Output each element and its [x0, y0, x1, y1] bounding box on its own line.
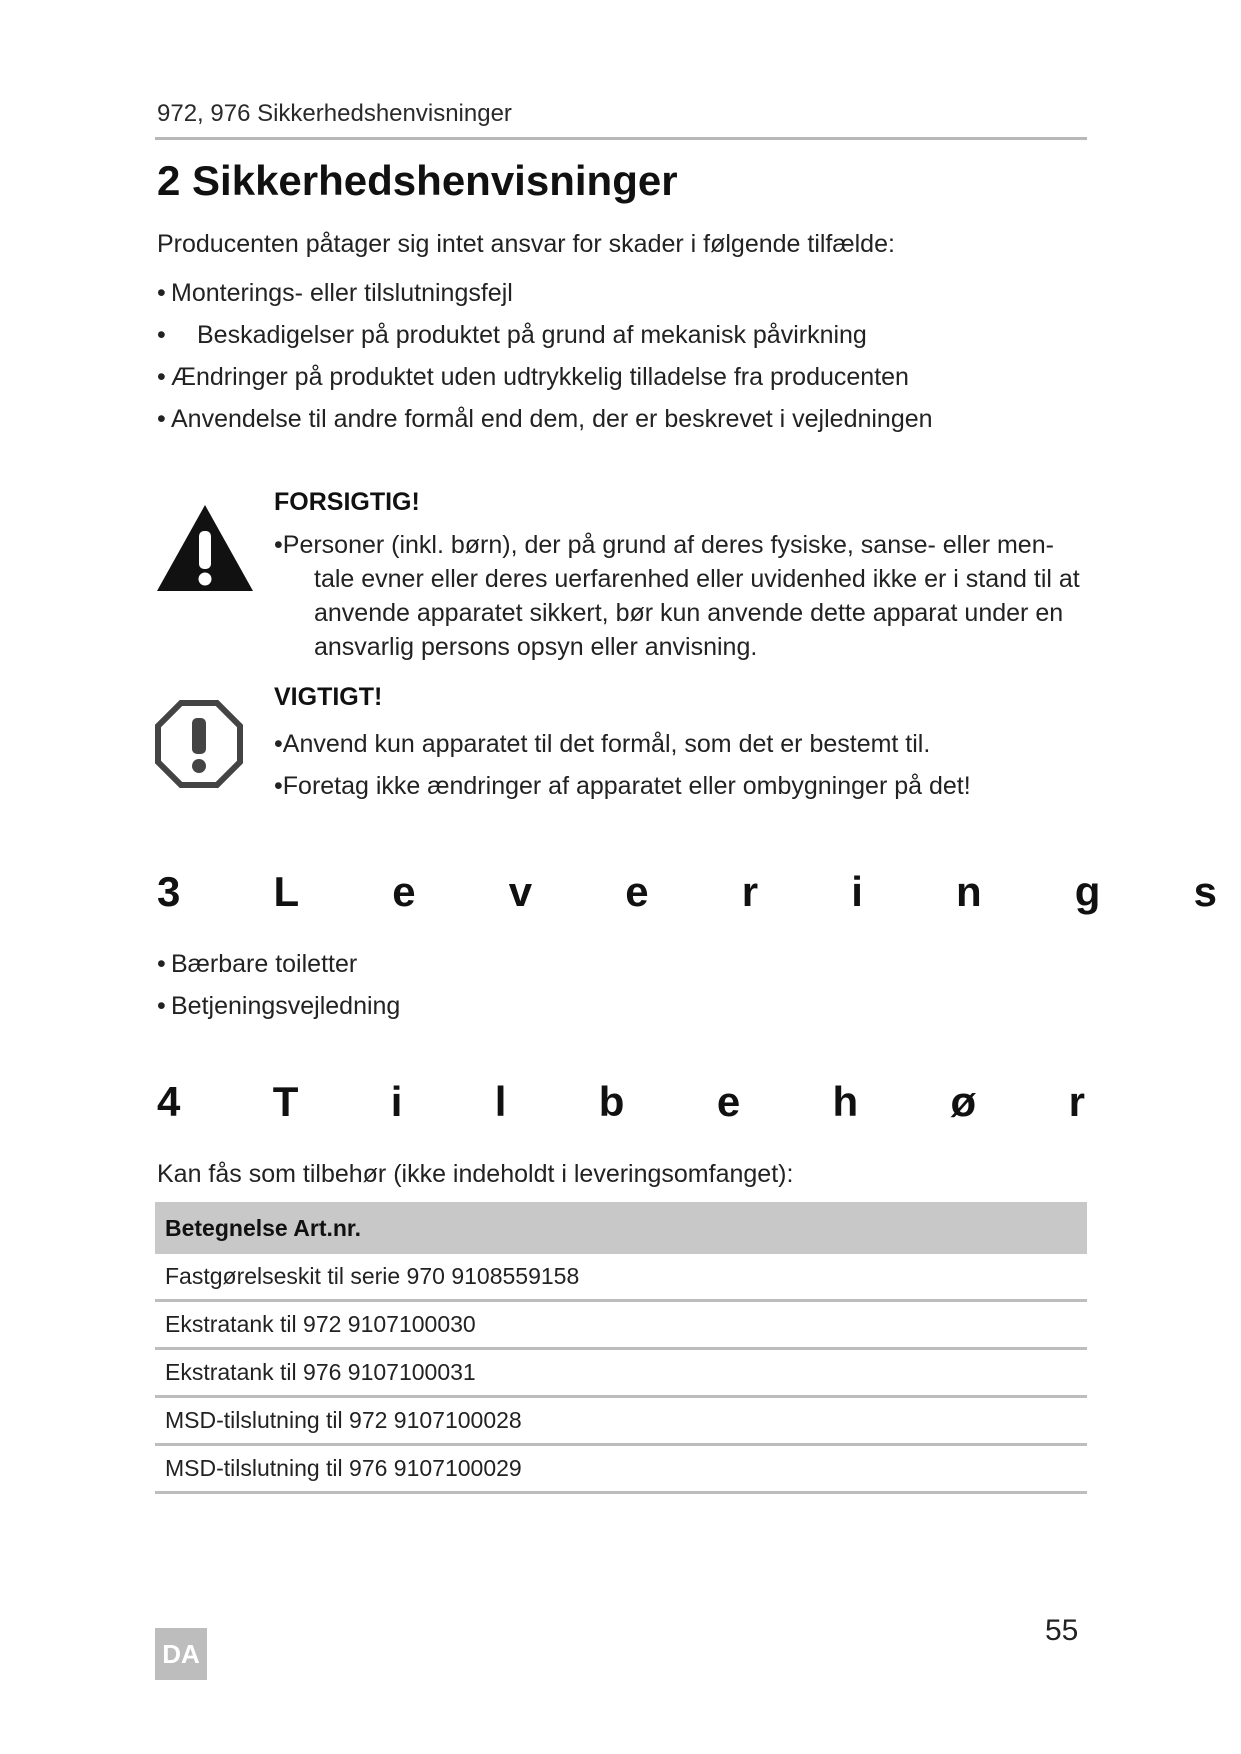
- header-rule: [155, 137, 1087, 140]
- running-header: 972, 976 Sikkerhedshenvisninger: [157, 100, 512, 127]
- section-3-bullet-list: [157, 943, 400, 1027]
- important-octagon-icon: [155, 700, 243, 788]
- table-row: MSD-tilslutning til 976 9107100029: [155, 1446, 1087, 1494]
- caution-title: FORSIGTIG!: [274, 488, 420, 516]
- warning-triangle-icon: [155, 503, 255, 593]
- list-item: • Ændringer på produktet uden udtrykkelig tilladelse fra producenten: [157, 363, 909, 391]
- page-number: 55: [1045, 1614, 1079, 1647]
- accessories-table: [155, 1202, 1087, 1494]
- section-2-title: 2 Sikkerhedshenvisninger: [157, 157, 678, 204]
- section-2-intro: Producenten påtager sig intet ansvar for skader i følgende tilfælde:: [157, 230, 895, 258]
- list-item: • Beskadigelser på produktet på grund af mekanisk påvirkning: [157, 321, 867, 349]
- list-item: • Anvendelse til andre formål end dem, der er beskrevet i vejledningen: [157, 405, 933, 433]
- table-row: MSD-tilslutning til 972 9107100028: [155, 1398, 1087, 1446]
- list-item: • Bærbare toiletter: [157, 950, 358, 978]
- table-row: Ekstratank til 972 9107100030: [155, 1302, 1087, 1350]
- caution-text: •Personer (inkl. børn), der på grund af deres fysiske, sanse- eller men- tale evner eller deres uerfarenhed eller uvidenhed ikke er i stand til at anvende apparatet sikkert, bør kun anvende dette apparat under en ansvarlig persons opsyn eller anvisning.: [274, 531, 1080, 661]
- list-item: •Foretag ikke ændringer af apparatet eller ombygninger på det!: [274, 772, 971, 800]
- language-badge: DA: [155, 1628, 207, 1680]
- list-item: • Monterings- eller tilslutningsfejl: [157, 279, 513, 307]
- important-title: VIGTIGT!: [274, 683, 383, 711]
- table-header: Betegnelse Art.nr.: [155, 1202, 1087, 1254]
- list-item: •Anvend kun apparatet til det formål, som det er bestemt til.: [274, 730, 931, 758]
- table-row: Fastgørelseskit til serie 970 9108559158: [155, 1254, 1087, 1302]
- section-4-title: 4 T i l b e h ø r: [157, 1078, 1085, 1125]
- section-3-title: 3 L e v e r i n g s: [157, 868, 1217, 915]
- table-row: Ekstratank til 976 9107100031: [155, 1350, 1087, 1398]
- section-2-bullet-list: [157, 272, 933, 440]
- section-4-intro: Kan fås som tilbehør (ikke indeholdt i leveringsomfanget):: [157, 1160, 794, 1188]
- important-list: [274, 723, 1094, 807]
- list-item: • Betjeningsvejledning: [157, 992, 401, 1020]
